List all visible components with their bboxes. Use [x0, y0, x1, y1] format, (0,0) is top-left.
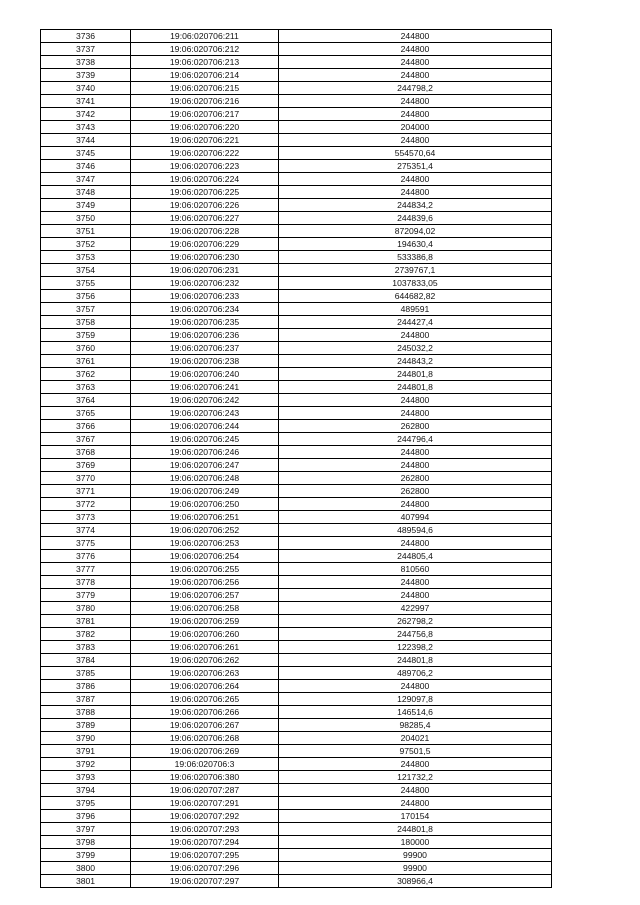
- row-number-cell: 3775: [41, 537, 131, 550]
- cadastral-number-cell: 19:06:020706:242: [131, 394, 279, 407]
- value-cell: 644682,82: [279, 290, 552, 303]
- row-number-cell: 3744: [41, 134, 131, 147]
- cadastral-number-cell: 19:06:020706:230: [131, 251, 279, 264]
- row-number-cell: 3757: [41, 303, 131, 316]
- cadastral-number-cell: 19:06:020706:269: [131, 745, 279, 758]
- cadastral-number-cell: 19:06:020706:231: [131, 264, 279, 277]
- cadastral-number-cell: 19:06:020707:287: [131, 784, 279, 797]
- table-row: [41, 394, 552, 407]
- cadastral-number-cell: 19:06:020706:212: [131, 43, 279, 56]
- cadastral-number-cell: 19:06:020706:216: [131, 95, 279, 108]
- cadastral-number-cell: 19:06:020707:292: [131, 810, 279, 823]
- row-number-cell: 3787: [41, 693, 131, 706]
- value-cell: 244800: [279, 108, 552, 121]
- value-cell: 244800: [279, 30, 552, 43]
- cadastral-number-cell: 19:06:020706:263: [131, 667, 279, 680]
- value-cell: 244800: [279, 576, 552, 589]
- table-row: [41, 472, 552, 485]
- row-number-cell: 3750: [41, 212, 131, 225]
- value-cell: 244800: [279, 56, 552, 69]
- row-number-cell: 3779: [41, 589, 131, 602]
- table-row: [41, 264, 552, 277]
- row-number-cell: 3746: [41, 160, 131, 173]
- value-cell: 244839,6: [279, 212, 552, 225]
- row-number-cell: 3774: [41, 524, 131, 537]
- row-number-cell: 3743: [41, 121, 131, 134]
- cadastral-number-cell: 19:06:020706:211: [131, 30, 279, 43]
- row-number-cell: 3793: [41, 771, 131, 784]
- table-row: [41, 407, 552, 420]
- row-number-cell: 3749: [41, 199, 131, 212]
- value-cell: 554570,64: [279, 147, 552, 160]
- table-row: [41, 862, 552, 875]
- row-number-cell: 3762: [41, 368, 131, 381]
- value-cell: 244800: [279, 680, 552, 693]
- row-number-cell: 3790: [41, 732, 131, 745]
- cadastral-number-cell: 19:06:020706:249: [131, 485, 279, 498]
- value-cell: 244800: [279, 394, 552, 407]
- value-cell: 262800: [279, 472, 552, 485]
- table-row: [41, 693, 552, 706]
- table-row: [41, 316, 552, 329]
- table-row: [41, 303, 552, 316]
- row-number-cell: 3799: [41, 849, 131, 862]
- row-number-cell: 3761: [41, 355, 131, 368]
- table-row: [41, 108, 552, 121]
- table-row: [41, 160, 552, 173]
- table-row: [41, 147, 552, 160]
- value-cell: 262800: [279, 485, 552, 498]
- row-number-cell: 3758: [41, 316, 131, 329]
- value-cell: 489594,6: [279, 524, 552, 537]
- row-number-cell: 3797: [41, 823, 131, 836]
- value-cell: 244834,2: [279, 199, 552, 212]
- cadastral-number-cell: 19:06:020706:227: [131, 212, 279, 225]
- value-cell: 244800: [279, 784, 552, 797]
- row-number-cell: 3754: [41, 264, 131, 277]
- table-row: [41, 381, 552, 394]
- value-cell: 244800: [279, 797, 552, 810]
- cadastral-number-cell: 19:06:020706:265: [131, 693, 279, 706]
- row-number-cell: 3742: [41, 108, 131, 121]
- value-cell: 244800: [279, 407, 552, 420]
- value-cell: 244800: [279, 589, 552, 602]
- table-row: [41, 745, 552, 758]
- table-row: [41, 368, 552, 381]
- cadastral-number-cell: 19:06:020706:268: [131, 732, 279, 745]
- row-number-cell: 3753: [41, 251, 131, 264]
- cadastral-number-cell: 19:06:020706:266: [131, 706, 279, 719]
- value-cell: 170154: [279, 810, 552, 823]
- cadastral-number-cell: 19:06:020706:255: [131, 563, 279, 576]
- table-row: [41, 641, 552, 654]
- row-number-cell: 3780: [41, 602, 131, 615]
- cadastral-number-cell: 19:06:020706:240: [131, 368, 279, 381]
- table-row: [41, 667, 552, 680]
- table-row: [41, 771, 552, 784]
- cadastral-number-cell: 19:06:020706:254: [131, 550, 279, 563]
- table-row: [41, 784, 552, 797]
- table-row: [41, 199, 552, 212]
- value-cell: 244800: [279, 173, 552, 186]
- cadastral-number-cell: 19:06:020706:267: [131, 719, 279, 732]
- table-row: [41, 797, 552, 810]
- row-number-cell: 3798: [41, 836, 131, 849]
- row-number-cell: 3760: [41, 342, 131, 355]
- cadastral-number-cell: 19:06:020706:244: [131, 420, 279, 433]
- row-number-cell: 3768: [41, 446, 131, 459]
- cadastral-number-cell: 19:06:020706:238: [131, 355, 279, 368]
- table-row: [41, 706, 552, 719]
- value-cell: 122398,2: [279, 641, 552, 654]
- table-row: [41, 56, 552, 69]
- table-body: [41, 30, 552, 888]
- table-row: [41, 563, 552, 576]
- data-table: [40, 29, 552, 888]
- table-row: [41, 628, 552, 641]
- row-number-cell: 3764: [41, 394, 131, 407]
- row-number-cell: 3741: [41, 95, 131, 108]
- row-number-cell: 3776: [41, 550, 131, 563]
- table-row: [41, 589, 552, 602]
- cadastral-number-cell: 19:06:020706:250: [131, 498, 279, 511]
- cadastral-number-cell: 19:06:020706:264: [131, 680, 279, 693]
- cadastral-number-cell: 19:06:020706:214: [131, 69, 279, 82]
- row-number-cell: 3771: [41, 485, 131, 498]
- cadastral-number-cell: 19:06:020706:248: [131, 472, 279, 485]
- table-row: [41, 485, 552, 498]
- value-cell: 308966,4: [279, 875, 552, 888]
- row-number-cell: 3751: [41, 225, 131, 238]
- cadastral-number-cell: 19:06:020706:251: [131, 511, 279, 524]
- cadastral-number-cell: 19:06:020706:247: [131, 459, 279, 472]
- table-row: [41, 30, 552, 43]
- cadastral-number-cell: 19:06:020707:294: [131, 836, 279, 849]
- table-row: [41, 875, 552, 888]
- table-row: [41, 615, 552, 628]
- cadastral-number-cell: 19:06:020706:261: [131, 641, 279, 654]
- table-row: [41, 342, 552, 355]
- table-row: [41, 550, 552, 563]
- row-number-cell: 3785: [41, 667, 131, 680]
- cadastral-number-cell: 19:06:020706:258: [131, 602, 279, 615]
- cadastral-number-cell: 19:06:020706:217: [131, 108, 279, 121]
- table-row: [41, 823, 552, 836]
- table-row: [41, 173, 552, 186]
- cadastral-number-cell: 19:06:020706:256: [131, 576, 279, 589]
- row-number-cell: 3737: [41, 43, 131, 56]
- row-number-cell: 3789: [41, 719, 131, 732]
- row-number-cell: 3739: [41, 69, 131, 82]
- value-cell: 121732,2: [279, 771, 552, 784]
- value-cell: 244800: [279, 459, 552, 472]
- cadastral-number-cell: 19:06:020706:223: [131, 160, 279, 173]
- row-number-cell: 3791: [41, 745, 131, 758]
- row-number-cell: 3801: [41, 875, 131, 888]
- row-number-cell: 3794: [41, 784, 131, 797]
- value-cell: 244800: [279, 69, 552, 82]
- row-number-cell: 3755: [41, 277, 131, 290]
- table-row: [41, 732, 552, 745]
- value-cell: 244756,8: [279, 628, 552, 641]
- cadastral-number-cell: 19:06:020706:233: [131, 290, 279, 303]
- cadastral-number-cell: 19:06:020706:260: [131, 628, 279, 641]
- value-cell: 533386,8: [279, 251, 552, 264]
- row-number-cell: 3781: [41, 615, 131, 628]
- value-cell: 99900: [279, 862, 552, 875]
- cadastral-number-cell: 19:06:020706:257: [131, 589, 279, 602]
- table-row: [41, 82, 552, 95]
- row-number-cell: 3778: [41, 576, 131, 589]
- table-row: [41, 134, 552, 147]
- cadastral-number-cell: 19:06:020706:243: [131, 407, 279, 420]
- row-number-cell: 3756: [41, 290, 131, 303]
- value-cell: 275351,4: [279, 160, 552, 173]
- table-row: [41, 355, 552, 368]
- cadastral-number-cell: 19:06:020706:226: [131, 199, 279, 212]
- row-number-cell: 3770: [41, 472, 131, 485]
- value-cell: 810560: [279, 563, 552, 576]
- cadastral-number-cell: 19:06:020706:229: [131, 238, 279, 251]
- cadastral-number-cell: 19:06:020706:235: [131, 316, 279, 329]
- value-cell: 194630,4: [279, 238, 552, 251]
- value-cell: 244800: [279, 758, 552, 771]
- row-number-cell: 3796: [41, 810, 131, 823]
- value-cell: 244800: [279, 95, 552, 108]
- cadastral-number-cell: 19:06:020706:253: [131, 537, 279, 550]
- row-number-cell: 3765: [41, 407, 131, 420]
- row-number-cell: 3784: [41, 654, 131, 667]
- value-cell: 489706,2: [279, 667, 552, 680]
- row-number-cell: 3763: [41, 381, 131, 394]
- row-number-cell: 3773: [41, 511, 131, 524]
- table-row: [41, 511, 552, 524]
- cadastral-number-cell: 19:06:020706:236: [131, 329, 279, 342]
- cadastral-number-cell: 19:06:020706:241: [131, 381, 279, 394]
- row-number-cell: 3800: [41, 862, 131, 875]
- table-row: [41, 498, 552, 511]
- table-row: [41, 277, 552, 290]
- cadastral-number-cell: 19:06:020706:232: [131, 277, 279, 290]
- table-row: [41, 836, 552, 849]
- value-cell: 204021: [279, 732, 552, 745]
- value-cell: 97501,5: [279, 745, 552, 758]
- cadastral-number-cell: 19:06:020706:380: [131, 771, 279, 784]
- table-row: [41, 69, 552, 82]
- table-row: [41, 329, 552, 342]
- value-cell: 489591: [279, 303, 552, 316]
- table-row: [41, 810, 552, 823]
- table-row: [41, 290, 552, 303]
- table-row: [41, 420, 552, 433]
- table-row: [41, 225, 552, 238]
- value-cell: 180000: [279, 836, 552, 849]
- row-number-cell: 3792: [41, 758, 131, 771]
- value-cell: 244798,2: [279, 82, 552, 95]
- value-cell: 244796,4: [279, 433, 552, 446]
- value-cell: 244801,8: [279, 823, 552, 836]
- value-cell: 1037833,05: [279, 277, 552, 290]
- row-number-cell: 3772: [41, 498, 131, 511]
- table-row: [41, 459, 552, 472]
- cadastral-number-cell: 19:06:020707:293: [131, 823, 279, 836]
- row-number-cell: 3736: [41, 30, 131, 43]
- cadastral-number-cell: 19:06:020706:228: [131, 225, 279, 238]
- cadastral-number-cell: 19:06:020706:234: [131, 303, 279, 316]
- value-cell: 262800: [279, 420, 552, 433]
- value-cell: 146514,6: [279, 706, 552, 719]
- table-row: [41, 576, 552, 589]
- row-number-cell: 3752: [41, 238, 131, 251]
- cadastral-number-cell: 19:06:020706:3: [131, 758, 279, 771]
- row-number-cell: 3786: [41, 680, 131, 693]
- value-cell: 244801,8: [279, 368, 552, 381]
- value-cell: 244805,4: [279, 550, 552, 563]
- cadastral-number-cell: 19:06:020706:220: [131, 121, 279, 134]
- row-number-cell: 3767: [41, 433, 131, 446]
- value-cell: 2739767,1: [279, 264, 552, 277]
- cadastral-number-cell: 19:06:020706:237: [131, 342, 279, 355]
- cadastral-number-cell: 19:06:020706:224: [131, 173, 279, 186]
- value-cell: 872094,02: [279, 225, 552, 238]
- table-row: [41, 446, 552, 459]
- value-cell: 245032,2: [279, 342, 552, 355]
- table-row: [41, 537, 552, 550]
- row-number-cell: 3747: [41, 173, 131, 186]
- table-row: [41, 719, 552, 732]
- cadastral-number-cell: 19:06:020706:213: [131, 56, 279, 69]
- cadastral-number-cell: 19:06:020706:225: [131, 186, 279, 199]
- table-row: [41, 251, 552, 264]
- value-cell: 244801,8: [279, 381, 552, 394]
- table-row: [41, 758, 552, 771]
- value-cell: 204000: [279, 121, 552, 134]
- table-row: [41, 95, 552, 108]
- value-cell: 244800: [279, 186, 552, 199]
- cadastral-number-cell: 19:06:020707:297: [131, 875, 279, 888]
- value-cell: 244800: [279, 446, 552, 459]
- table-row: [41, 654, 552, 667]
- value-cell: 98285,4: [279, 719, 552, 732]
- value-cell: 244843,2: [279, 355, 552, 368]
- row-number-cell: 3769: [41, 459, 131, 472]
- row-number-cell: 3777: [41, 563, 131, 576]
- row-number-cell: 3795: [41, 797, 131, 810]
- cadastral-number-cell: 19:06:020706:252: [131, 524, 279, 537]
- cadastral-number-cell: 19:06:020707:296: [131, 862, 279, 875]
- table-row: [41, 524, 552, 537]
- row-number-cell: 3783: [41, 641, 131, 654]
- value-cell: 244800: [279, 43, 552, 56]
- table-row: [41, 680, 552, 693]
- value-cell: 422997: [279, 602, 552, 615]
- value-cell: 244801,8: [279, 654, 552, 667]
- table-row: [41, 849, 552, 862]
- row-number-cell: 3745: [41, 147, 131, 160]
- cadastral-number-cell: 19:06:020707:295: [131, 849, 279, 862]
- value-cell: 262798,2: [279, 615, 552, 628]
- row-number-cell: 3740: [41, 82, 131, 95]
- table-row: [41, 121, 552, 134]
- cadastral-number-cell: 19:06:020706:215: [131, 82, 279, 95]
- table-row: [41, 186, 552, 199]
- table-row: [41, 238, 552, 251]
- cadastral-number-cell: 19:06:020706:262: [131, 654, 279, 667]
- value-cell: 99900: [279, 849, 552, 862]
- table-row: [41, 43, 552, 56]
- row-number-cell: 3766: [41, 420, 131, 433]
- value-cell: 244800: [279, 498, 552, 511]
- cadastral-number-cell: 19:06:020706:222: [131, 147, 279, 160]
- cadastral-number-cell: 19:06:020706:245: [131, 433, 279, 446]
- row-number-cell: 3748: [41, 186, 131, 199]
- value-cell: 244800: [279, 329, 552, 342]
- value-cell: 407994: [279, 511, 552, 524]
- cadastral-number-cell: 19:06:020707:291: [131, 797, 279, 810]
- cadastral-number-cell: 19:06:020706:221: [131, 134, 279, 147]
- value-cell: 244800: [279, 134, 552, 147]
- row-number-cell: 3788: [41, 706, 131, 719]
- table-row: [41, 433, 552, 446]
- value-cell: 244800: [279, 537, 552, 550]
- row-number-cell: 3738: [41, 56, 131, 69]
- table-row: [41, 212, 552, 225]
- value-cell: 129097,8: [279, 693, 552, 706]
- cadastral-number-cell: 19:06:020706:259: [131, 615, 279, 628]
- row-number-cell: 3782: [41, 628, 131, 641]
- table-row: [41, 602, 552, 615]
- value-cell: 244427,4: [279, 316, 552, 329]
- cadastral-number-cell: 19:06:020706:246: [131, 446, 279, 459]
- row-number-cell: 3759: [41, 329, 131, 342]
